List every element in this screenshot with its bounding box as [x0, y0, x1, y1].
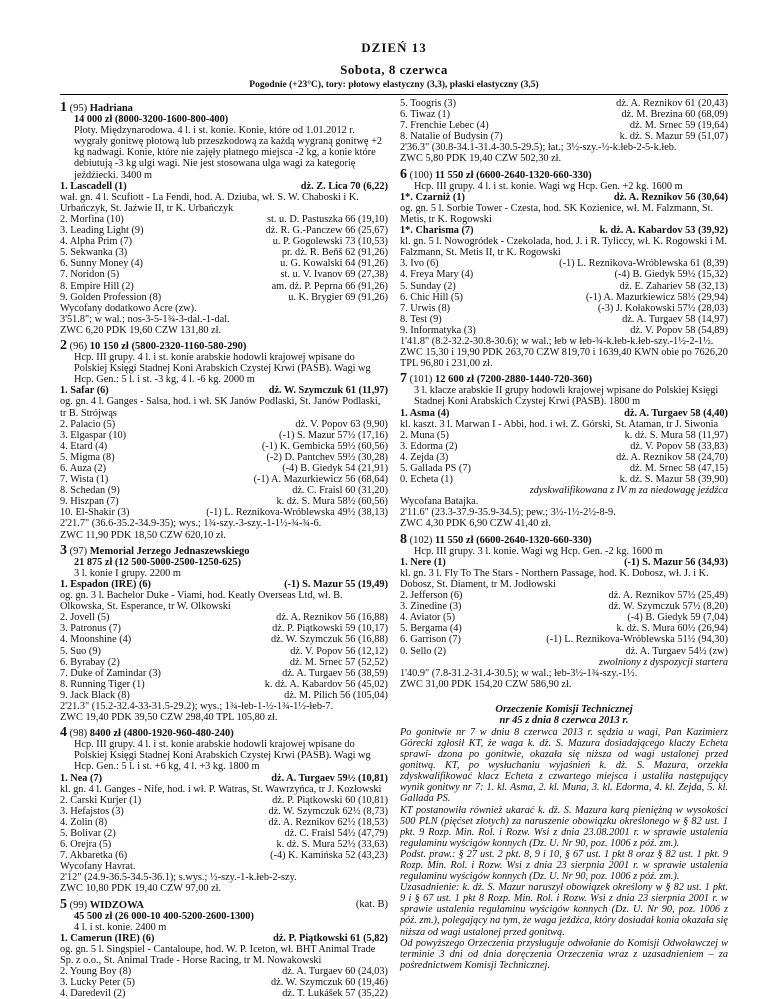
horse-name: 6. Orejra (5): [60, 839, 112, 851]
horse-name: 6. Byrabay (2): [60, 656, 120, 668]
horse-name: 6. Auza (2): [60, 463, 107, 474]
race-conditions: 21 875 zł (12 500-5000-2500-1250-625): [74, 556, 242, 568]
horse-name: 10. El-Shakir (3): [60, 507, 130, 519]
jockey-weight: st. u. V. Ivanov 69 (27,38): [280, 269, 388, 281]
result-row: [400, 269, 728, 280]
horse-name: 8. Natalie of Budysin (7): [400, 131, 503, 143]
jockey-weight: (-1) S. Mazur 55 (19,49): [284, 578, 388, 590]
owner-line: kl. gn. 3 l. Fly To The Stars - Northern Passage, hod. K. Dobosz, wł. J. i K. Dobosz, St. Diament, tr M. Jodłowski: [400, 567, 709, 590]
horse-name: 4. Aviator (5): [400, 612, 455, 624]
jockey-weight: (-1) A. Mazurkiewicz 58½ (29,94): [585, 291, 728, 303]
race-note: zdyskwalifikowana z IV m za niedowagę jeźdźca: [529, 485, 728, 497]
day-title: DZIEŃ 13: [361, 40, 427, 55]
result-row: [60, 463, 388, 474]
result-row: [400, 590, 728, 601]
jockey-weight: (-1) S. Mazur 56 (34,93): [624, 556, 728, 568]
race-summary: Wycofany dodatkowo Acre (zw).: [60, 302, 197, 314]
jockey-weight: k. dż. A. Kabardov 56 (45,02): [264, 678, 388, 690]
result-row: [400, 441, 728, 452]
horse-name: 3. Zinedine (3): [400, 601, 462, 613]
race-summary: 1'40.9" (7.8-31.2-31.4-30.5); w wal.; łeb-3½-1¾-szy.-1½.: [400, 667, 638, 679]
jockey-weight: dż. W. Szymczuk 57½ (8,20): [608, 601, 728, 613]
result-row: [60, 623, 388, 634]
ruling-title: Orzeczenie Komisji Technicznej: [495, 703, 633, 715]
race-summary: ZWC 6,20 PDK 19,60 CZW 131,80 zł.: [60, 324, 222, 336]
race-index: (101): [409, 374, 433, 386]
race-number: 1: [60, 100, 67, 115]
horse-name: 2. Jefferson (6): [400, 590, 463, 602]
result-row: [60, 292, 388, 303]
race-header: [60, 102, 388, 114]
result-row: [60, 828, 388, 839]
race-name: 8400 zł (4800-1920-960-480-240): [89, 728, 234, 740]
result-row: [60, 612, 388, 623]
jockey-weight: st. u. D. Pastuszka 66 (19,10): [267, 213, 388, 225]
race-index: (102): [409, 534, 433, 546]
result-row: [60, 181, 388, 192]
race-header: [400, 373, 728, 385]
result-row: [60, 269, 388, 280]
race-number: 6: [400, 166, 407, 182]
jockey-weight: (-4) B. Giedyk 59½ (15,32): [614, 269, 728, 281]
horse-name: 1. Safar (6): [60, 385, 109, 397]
result-row: [60, 679, 388, 690]
jockey-weight: dż. M. Srnec 59 (19,64): [629, 120, 728, 132]
owner-line: kl. gn. 5 l. Nowogródek - Czekolada, hod. J. i R. Tyliccy, wł. K. Rogowski i M. Falzmann, St. Metis II, tr K. Rogowski: [400, 236, 728, 259]
jockey-weight: dż. M. Srnec 57 (52,52): [289, 656, 388, 668]
race-5-continued: [400, 98, 728, 165]
race-conditions: 45 500 zł (26 000-10 400-5200-2600-1300): [74, 910, 254, 922]
horse-name: 6. Garrison (7): [400, 634, 461, 646]
result-row: [60, 795, 388, 806]
result-row: [400, 452, 728, 463]
horse-name: 4. Daredevil (2): [60, 988, 126, 999]
ruling-paragraph: Podst. praw.: § 27 ust. 2 pkt. 8, 9 i 10, § 67 ust. 1 pkt 8 oraz § 82 ust. 1 pkt. 9 Rozp. Min. Rol. i Rozw. Wsi z dnia 23 sierpnia 2001 r. w sprawie ustalenia regulaminu wyścigów konnych (Dz. U. Nr 90, poz. 1006 z póź. zm.).: [400, 848, 728, 883]
result-row: [60, 817, 388, 828]
race-summary: Wycofana Batajka.: [400, 496, 479, 508]
ruling-paragraph: KT postanowiła również ukarać k. dż. S. Mazura karą pieniężną w wysokości 500 PLN (pięćset złotych) za naruszenie obowiązku określonego w § 82 ust. 1 pkt. 9 Rozp. Min. Rol. i Rozw. Wsi z dnia 23.08.2001 r. w sprawie ustalenia regulaminu wyścigów konnych (Dz. U. Nr 90, poz. 1006 z póź. zm.).: [400, 804, 728, 849]
race-index: (95): [69, 103, 88, 114]
jockey-weight: (-1) L. Reznikova-Wróblewska 51½ (94,30): [546, 634, 728, 646]
jockey-weight: pr. dż. R. Beňš 62 (91,26): [281, 247, 388, 259]
race-summary: 2'21.7" (36.6-35.2-34.9-35); wys.; 1¾-szy.-3-szy.-1-1½-¾-¾-6.: [60, 518, 322, 530]
jockey-weight: (-1) S. Mazur 57½ (17,16): [279, 429, 388, 441]
race-conditions: Hcp. III grupy. 4 l. i st. konie arabskie hodowli krajowej wpisane do Polskiej Księgi Stadnej Koni Arabskich Czystej Krwi (PASB). Wagi wg Hcp. Gen.: 5 l. i st. -3 kg, 4 l. -6 kg. 2000 m: [74, 352, 371, 386]
result-row: [400, 557, 728, 568]
horse-name: 4. Zolin (8): [60, 816, 108, 828]
jockey-weight: dż. M. Srnec 58 (47,15): [629, 463, 728, 474]
ruling-paragraph: Od powyższego Orzeczenia przysługuje odwołanie do Komisji Odwoławczej w terminie 3 dni od dnia doręczenia Orzeczenia wraz z uzasadnieniem – za pośrednictwem Komisji Technicznej.: [400, 937, 728, 971]
race-index: (99): [69, 899, 88, 911]
jockey-weight: (-4) B. Giedyk 54 (21,91): [282, 463, 388, 474]
race-summary: ZWC 4,30 PDK 6,90 CZW 41,40 zł.: [400, 518, 551, 530]
jockey-weight: dż. P. Piątkowski 61 (5,82): [273, 932, 388, 944]
race-summary: 1'41.8" (8.2-32.2-30.8-30.6); w wal.; łeb w łeb-¾-k.łeb-k.łeb-szy.-1½-2-1½.: [400, 335, 714, 347]
jockey-weight: k. dż. S. Mazur 58 (39,90): [619, 474, 728, 486]
horse-name: 7. Wista (1): [60, 474, 109, 486]
jockey-weight: dż. A. Reznikov 56 (30,64): [613, 191, 728, 203]
result-row: [400, 601, 728, 612]
race-summary: ZWC 10,80 PDK 19,40 CZW 97,00 zł.: [60, 883, 222, 895]
jockey-weight: dż. Z. Lica 70 (6,22): [300, 180, 388, 192]
horse-name: 7. Noridon (5): [60, 269, 120, 281]
result-row: [400, 430, 728, 441]
result-row: [60, 966, 388, 977]
race-block: [60, 727, 388, 894]
jockey-weight: dż. C. Fraisl 60 (31,20): [292, 485, 388, 497]
result-row: [400, 192, 728, 203]
race-conditions: 3 l. klacze arabskie II grupy hodowli krajowej wpisane do Polskiej Księgi Stadnej Koni Arabskich Czystej Krwi (PASB). 1800 m: [414, 385, 719, 408]
jockey-weight: (-1) A. Mazurkiewicz 56 (68,64): [253, 474, 388, 486]
result-row: [400, 612, 728, 623]
jockey-weight: dż. A. Reznikov 58 (24,70): [616, 451, 728, 463]
result-row: [60, 430, 388, 441]
race-summary: ZWC 15,30 i 19,90 PDK 263,70 CZW 819,70 i 1639,40 KWN obie po 7626,20 TPL 96,80 i 231,00 zł.: [400, 347, 728, 370]
result-row: [400, 120, 728, 131]
result-row: [60, 657, 388, 668]
result-row: [400, 225, 728, 236]
jockey-weight: dż. M. Pilich 56 (105,04): [284, 689, 388, 701]
race-summary: 2'12" (24.9-36.5-34.5-36.1); s.wys.; ½-szy.-1-k.łeb-2-szy.: [60, 872, 297, 884]
race-block: [60, 896, 388, 999]
owner-line: og. gn. 5 l. Sorbie Tower - Czesta, hod. SK Kozienice, wł. M. Falzmann, St. Metis, tr K. Rogowski: [400, 202, 714, 225]
horse-name: 7. Frenchie Lebec (4): [400, 120, 489, 132]
race-summary: 2'36.3" (30.8-34.1-31.4-30.5-29.5); łat.; 3½-szy.-½-k.łeb-2-5-k.łeb.: [400, 142, 677, 154]
jockey-weight: dż. A. Turgaev 60 (24,03): [282, 966, 388, 978]
horse-name: 5. Sunday (2): [400, 280, 456, 292]
jockey-weight: dż. W. Szymczuk 61 (11,97): [268, 385, 388, 397]
jockey-weight: dż. E. Zahariev 58 (32,13): [619, 280, 728, 292]
horse-name: 4. Etard (4): [60, 440, 108, 452]
result-row: [400, 463, 728, 474]
horse-name: 4. Zejda (3): [400, 451, 449, 463]
result-row: [60, 474, 388, 485]
jockey-weight: dż. A. Reznikov 61 (20,43): [616, 98, 728, 109]
race-conditions: 14 000 zł (8000-3200-1600-800-400): [74, 114, 229, 126]
horse-name: 8. Schedan (9): [60, 485, 120, 497]
race-summary: 3'51.8"; w wal.; nos-3-5-1¾-3-dal.-1-dal.: [60, 313, 230, 325]
jockey-weight: dż. V. Popov 56 (12,12): [290, 645, 388, 657]
horse-name: 8. Empire Hill (2): [60, 280, 134, 292]
result-row: [60, 496, 388, 507]
horse-name: 2. Jovell (5): [60, 612, 110, 624]
right-column: [400, 98, 728, 999]
result-row: [400, 131, 728, 142]
race-summary: ZWC 31,00 PDK 154,20 CZW 586,90 zł.: [400, 678, 572, 690]
result-row: [60, 419, 388, 430]
horse-name: 2. Young Boy (8): [60, 966, 132, 978]
horse-name: 9. Jack Black (8): [60, 689, 130, 701]
race-block: [400, 373, 728, 529]
race-header: [60, 337, 388, 353]
result-row: [60, 236, 388, 247]
horse-name: 1. Lascadell (1): [60, 180, 127, 192]
result-row: [60, 646, 388, 657]
result-row: [60, 977, 388, 988]
horse-name: 1. Espadon (IRE) (6): [60, 578, 151, 590]
jockey-weight: (-4) B. Giedyk 59 (7,04): [627, 612, 728, 624]
result-row: [60, 634, 388, 645]
race-name: 11 550 zł (6600-2640-1320-660-330): [435, 534, 592, 546]
jockey-weight: dż. A. Turgaev 54½ (zw): [625, 645, 728, 657]
horse-name: 1. Nere (1): [400, 556, 446, 568]
jockey-weight: dż. W. Szymczuk 60 (19,46): [271, 977, 388, 989]
result-row: [60, 668, 388, 679]
race-conditions: 4 l. i st. konie. 2400 m: [74, 921, 167, 933]
owner-line: kl. gn. 4 l. Ganges - Nife, hod. i wł. P. Watras, St. Wawrzyńca, tr J. Kozłowski: [60, 783, 382, 795]
right-races: [400, 166, 728, 690]
jockey-weight: u. P. Gogolewski 73 (10,53): [272, 236, 388, 248]
horse-name: 3. Patronus (7): [60, 623, 121, 635]
horse-name: 3. Hefajstos (3): [60, 805, 124, 817]
horse-name: 0. Sello (2): [400, 645, 447, 657]
result-row: [400, 98, 728, 109]
race-conditions: Hcp. III grupy. 4 l. i st. konie. Wagi wg Hcp. Gen. +2 kg. 1600 m: [414, 180, 683, 192]
horse-name: 5. Toogris (3): [400, 98, 457, 109]
horse-name: 2. Carski Kurjer (1): [60, 794, 142, 806]
jockey-weight: am. dż. P. Peprna 66 (91,26): [271, 280, 388, 292]
jockey-weight: dż. M. Brezina 60 (68,09): [621, 109, 728, 121]
result-row: [400, 281, 728, 292]
horse-name: 6. Chic Hill (5): [400, 291, 463, 303]
owner-line: wał. gn. 4 l. Scufiott - La Fendi, hod. A. Dziuba, wł. S. W. Chaboski i K. Urbańczyk, St. Jaźwie II, tr K. Urbańczyk: [60, 191, 359, 214]
race-number: 8: [400, 531, 407, 547]
jockey-weight: (-4) K. Kamińska 52 (43,23): [270, 850, 388, 862]
race-summary: ZWC 19,40 PDK 39,50 CZW 298,40 TPL 105,80 zł.: [60, 712, 278, 724]
ruling-block: [400, 704, 728, 971]
result-row: [60, 281, 388, 292]
result-row: [60, 806, 388, 817]
horse-name: 1. Nea (7): [60, 772, 103, 784]
result-row: [60, 839, 388, 850]
race-header: [60, 727, 388, 739]
jockey-weight: u. G. Kowalski 64 (91,26): [280, 258, 388, 270]
race-block: [60, 102, 388, 336]
owner-line: og. gn. 3 l. Bachelor Duke - Viami, hod. Keatly Overseas Ltd, wł. B. Olkowska, St. Esperance, tr W. Olkowski: [60, 590, 343, 613]
race-name: 12 600 zł (7200-2880-1440-720-360): [435, 374, 593, 386]
weather-line: Pogodnie (+23°C), tory: płotowy elastyczny (3,3), płaski elastyczny (3,5): [249, 80, 539, 90]
jockey-weight: k. dż. S. Mura 60½ (26,94): [616, 623, 728, 635]
jockey-weight: (-2) D. Pantchev 59½ (30,28): [266, 451, 388, 463]
result-row: [60, 507, 388, 518]
jockey-weight: k. dż. S. Mazur 59 (51,07): [619, 131, 728, 143]
horse-name: 7. Akbaretka (6): [60, 850, 128, 862]
jockey-weight: dż. V. Popov 58 (54,89): [630, 324, 728, 336]
jockey-weight: dż. P. Piątkowski 59 (10,17): [272, 623, 388, 635]
jockey-weight: dż. A. Turgaev 58 (14,97): [622, 313, 728, 325]
result-row: [60, 258, 388, 269]
race-name: Memorial Jerzego Jednaszewskiego: [89, 545, 250, 557]
horse-name: 3. Ivo (6): [400, 258, 439, 270]
horse-name: 4. Alpha Prim (7): [60, 236, 133, 248]
jockey-weight: k. dż. S. Mura 58½ (60,56): [276, 496, 388, 508]
result-row: [400, 623, 728, 634]
race-number: 3: [60, 542, 67, 558]
race-header: [400, 166, 728, 182]
result-row: [400, 634, 728, 645]
jockey-weight: (-1) K. Gembicka 59½ (60,56): [261, 440, 388, 452]
race-name: 11 550 zł (6600-2640-1320-660-330): [435, 169, 592, 181]
ruling-body: [400, 727, 728, 971]
result-row: [400, 303, 728, 314]
result-row: [60, 933, 388, 944]
result-row: [400, 408, 728, 419]
horse-name: 3. Edorma (2): [400, 440, 458, 452]
result-row: [400, 109, 728, 120]
race-conditions: Hcp. III grupy. 3 l. konie. Wagi wg Hcp. Gen. -2 kg. 1600 m: [414, 545, 663, 557]
race-block: [400, 166, 728, 370]
horse-name: 2. Palacio (5): [60, 418, 116, 430]
result-row: [400, 325, 728, 336]
jockey-weight: dż. C. Fraisl 54½ (47,79): [284, 828, 388, 839]
result-row: [60, 452, 388, 463]
horse-name: 7. Urwis (8): [400, 302, 451, 314]
horse-name: 2. Muna (5): [400, 429, 449, 441]
horse-name: 8. Test (9): [400, 313, 442, 325]
race-name: WIDZOWA: [89, 899, 145, 911]
jockey-weight: dż. W. Szymczuk 56 (16,88): [271, 634, 388, 646]
date-title: Sobota, 8 czerwca: [340, 62, 448, 77]
horse-name: 7. Duke of Zamindar (3): [60, 667, 161, 679]
result-row: [60, 773, 388, 784]
jockey-weight: (-3) J. Kołakowski 57½ (28,03): [597, 302, 728, 314]
result-row: [60, 225, 388, 236]
race-index: (96): [69, 340, 88, 352]
result-row: [60, 441, 388, 452]
jockey-weight: (-1) L. Reznikova-Wróblewska 61 (8,39): [559, 258, 728, 270]
result-row: [400, 474, 728, 485]
race-summary: 2'11.6" (23.3-37.9-35.9-34.5); pew.; 3½-1½-2½-8-9.: [400, 507, 616, 519]
race-summary: 2'21.3" (15.2-32.4-33-31.5-29.2); wys.; 1¾-łeb-1-½-1¾-1½-łeb-7.: [60, 700, 334, 712]
owner-line: kl. kaszt. 3 l. Marwan I - Abbi, hod. i wł. Z. Górski, St. Ataman, tr J. Siwonia: [400, 418, 719, 430]
race-summary: ZWC 11,90 PDK 18,50 CZW 620,10 zł.: [60, 529, 226, 541]
owner-line: og. gn. 5 l. Singspiel - Cantaloupe, hod. W. P. Iceton, wł. BHT Animal Trade Sp. z o.o., St. Animal Trade - Horse Racing, tr M. Nowakowski: [60, 943, 376, 967]
result-row: [60, 247, 388, 258]
race-summary: ZWC 5,80 PDK 19,40 CZW 502,30 zł.: [400, 153, 562, 165]
horse-name: 1*. Czarniż (1): [400, 191, 465, 203]
jockey-weight: dż. A. Reznikov 57½ (25,49): [608, 590, 728, 602]
jockey-weight: dż. A. Reznikov 56 (16,88): [276, 612, 388, 624]
jockey-weight: dż. A. Turgaev 56 (38,59): [282, 667, 388, 679]
jockey-weight: dż. P. Piątkowski 60 (10,81): [272, 794, 388, 806]
horse-name: 3. Leading Light (9): [60, 225, 144, 237]
horse-name: 1*. Charisma (7): [400, 225, 474, 237]
race-category: (kat. B): [355, 898, 388, 910]
result-row: [60, 214, 388, 225]
race-header: [60, 896, 388, 912]
race-name: Hadriana: [89, 103, 133, 114]
jockey-weight: dż. V. Popov 58 (33,83): [630, 440, 728, 452]
result-row: [400, 314, 728, 325]
race-number: 7: [400, 371, 407, 387]
race-conditions: 3 l. konie I grupy. 2200 m: [74, 567, 181, 579]
horse-name: 5. Migma (8): [60, 451, 115, 463]
race-header: [400, 531, 728, 547]
race-number: 2: [60, 337, 67, 353]
race-number: 4: [60, 725, 67, 741]
result-row: [60, 579, 388, 590]
horse-name: 9. Informatyka (3): [400, 324, 476, 336]
race-note: zwolniony z dyspozycji startera: [599, 656, 728, 668]
race-index: (100): [409, 169, 433, 181]
race-block: [60, 337, 388, 541]
race-block: [60, 542, 388, 724]
result-row: [400, 258, 728, 269]
horse-name: 5. Suo (9): [60, 645, 101, 657]
race-number: 5: [60, 896, 67, 912]
ruling-number: nr 45 z dnia 8 czerwca 2013 r.: [499, 715, 629, 727]
horse-name: 5. Bolivar (2): [60, 828, 116, 839]
result-row: [60, 690, 388, 701]
result-row: [400, 292, 728, 303]
result-row: [400, 646, 728, 657]
race-index: (98): [69, 728, 88, 740]
jockey-weight: dż. R. G.-Panczew 66 (25,67): [265, 225, 388, 237]
horse-name: 3. Elgaspar (10): [60, 429, 127, 441]
horse-name: 4. Freya Mary (4): [400, 269, 474, 281]
horse-name: 4. Moonshine (4): [60, 634, 132, 646]
left-column: [60, 98, 388, 999]
horse-name: 5. Bergama (4): [400, 623, 462, 635]
jockey-weight: dż. A. Turgaev 58 (4,40): [624, 407, 728, 419]
columns: [60, 98, 728, 999]
header-rule: [60, 94, 728, 95]
horse-name: 6. Sunny Money (4): [60, 258, 143, 270]
jockey-weight: dż. A. Turgaev 59½ (10,81): [271, 772, 388, 784]
race-header: [60, 542, 388, 558]
race-block: [400, 531, 728, 690]
owner-line: og. gn. 4 l. Ganges - Salsa, hod. i wł. SK Janów Podlaski, St. Janów Podlaski, tr B. Strójwąs: [60, 396, 381, 419]
race-conditions: Płoty. Międzynarodowa. 4 l. i st. konie. Konie, które od 1.01.2012 r. wygrały gonitwę płotową lub przeszkodową za każdą wygraną gonitwę +2 kg nadwagi. Konie, które nie zajęły płatnego miejsca -2 kg, a konie które debiutują -3 kg ulgi wagi. Nie jest stosowana ulga wagi za kategorię jeźdźiecki. 3400 m: [74, 125, 383, 181]
ruling-paragraph: Po gonitwie nr 7 w dniu 8 czerwca 2013 r. sędzia u wagi, Pan Kazimierz Górecki zgłosił KT, że waga k. dż. S. Mazura dosiadającego klaczy Echeta sprawi- dzona po gonitwie, okazała się niższa od wagi ustalonej przed gonitwą. KT, po wysłuchaniu wyjaśnień k. dż. S. Mazura, orzekła zdyskwalifikować klacz Echeta z czwartego miejsca i ustaliła następujący wynik gonitwy nr 7: 1. kl. Asma, 2. kl. Muna, 3. kl. Edorma, 4. kl. Zejda, 5. kl. Gallada PS.: [400, 726, 728, 805]
jockey-weight: dż. W. Szymczuk 62½ (8,73): [268, 805, 388, 817]
jockey-weight: k. dż. S. Mura 52½ (33,63): [276, 839, 388, 851]
jockey-weight: k. dż. S. Mura 58 (11,97): [624, 429, 728, 441]
ruling-paragraph: Uzasadnienie: k. dż. S. Mazur naruszył obowiązek określony w § 82 ust. 1 pkt. 9 i § 67 ust. 1 pkt 8 Rozp. Min. Rol. i Rozw. Wsi z dnia 23 sierpnia 2001 r. w sprawie ustalenia regulaminu wyścigów konnych (Dz. U. Nr 90, poz. 1006 z póź. zm.), polegający na tym, że waga jeźdźca, który dosiadał konia okazała się niższa od wagi ustalonej przed gonitwą.: [400, 882, 728, 938]
jockey-weight: dż. T. Lukášek 57 (35,22): [282, 988, 388, 999]
jockey-weight: k. dż. A. Kabardov 53 (39,92): [599, 225, 728, 237]
race-summary: Wycofany Havrat.: [60, 861, 136, 873]
horse-name: 0. Echeta (1): [400, 474, 453, 486]
result-row: [60, 385, 388, 396]
horse-name: 8. Running Tiger (1): [60, 678, 145, 690]
horse-name: 6. Tiwaz (1): [400, 109, 451, 121]
race-conditions: Hcp. III grupy. 4 l. i st. konie arabskie hodowli krajowej wpisane do Polskiej Księgi Stadnej Koni Arabskich Czystej Krwi (PASB). Wagi wg Hcp. Gen.: 5 l. i st. +6 kg, 4 l. +3 kg. 1800 m: [74, 739, 371, 773]
jockey-weight: (-1) L. Reznikova-Wróblewska 49½ (38,13): [206, 507, 388, 519]
horse-name: 1. Camerun (IRE) (6): [60, 932, 155, 944]
jockey-weight: dż. V. Popov 63 (9,90): [295, 418, 388, 430]
horse-name: 5. Gallada PS (7): [400, 463, 471, 474]
horse-name: 9. Hiszpan (7): [60, 496, 119, 508]
result-row: [60, 850, 388, 861]
horse-name: 3. Lucky Peter (5): [60, 977, 135, 989]
horse-name: 1. Asma (4): [400, 407, 450, 419]
jockey-weight: dż. A. Reznikov 62½ (18,53): [268, 816, 388, 828]
horse-name: 9. Golden Profession (8): [60, 291, 162, 303]
jockey-weight: u. K. Brygier 69 (91,26): [288, 291, 388, 303]
horse-name: 2. Morfina (10): [60, 213, 124, 225]
horse-name: 5. Sekwanka (3): [60, 247, 128, 259]
race-name: 10 150 zł (5800-2320-1160-580-290): [89, 340, 247, 352]
race-index: (97): [69, 545, 88, 557]
result-row: [60, 485, 388, 496]
